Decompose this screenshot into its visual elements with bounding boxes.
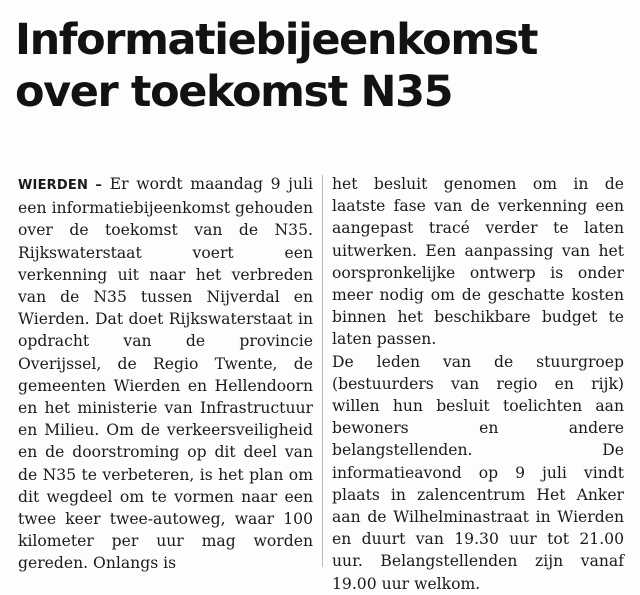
- headline-line-2: over toekomst N35: [15, 67, 453, 117]
- headline-line-1: Informatiebijeenkomst: [15, 15, 538, 65]
- article-column-right: [332, 173, 624, 595]
- article-column-left: [18, 173, 313, 575]
- article-paragraph-1: [18, 173, 313, 575]
- article-paragraph-continued: het besluit genomen om in de laatste fase van de verkenning een aangepast tracé verder te laten uitwerken. Een aanpassing van het oorspronkelijke ontwerp is onder meer nodig om de geschatte kosten binnen het beschikbare budget te laten passen.: [332, 175, 624, 349]
- article-paragraph-2: De leden van de stuurgroep (bestuurders van regio en rijk) willen hun besluit toelichten aan bewoners en andere belangstellenden. De informatieavond op 9 juli vindt plaats in zalencentrum Het Anker aan de Wilhelminastraat in Wierden en duurt van 19.30 uur tot 21.00 uur. Belangstellenden zijn vanaf 19.00 uur welkom.: [332, 352, 624, 593]
- article-dateline: WIERDEN –: [18, 178, 103, 193]
- left-column-text: Er wordt maandag 9 juli een informatiebijeenkomst gehouden over de toekomst van de N35. Rijkswaterstaat voert een verkenning uit naar het verbreden van de N35 tussen Nijverdal en Wierden. Dat doet Rijkswaterstaat in opdracht van de provincie Overijssel, de Regio Twente, de gemeenten Wierden en Hellendoorn en het ministerie van Infrastructuur en Milieu. Om de verkeersveiligheid en de doorstroming op dit deel van de N35 te verbeteren, is het plan om dit wegdeel om te vormen naar een twee keer twee-autoweg, waar 100 kilometer per uur mag worden gereden. Onlangs is: [18, 175, 314, 573]
- article-headline: [15, 14, 625, 118]
- column-divider: [322, 175, 323, 567]
